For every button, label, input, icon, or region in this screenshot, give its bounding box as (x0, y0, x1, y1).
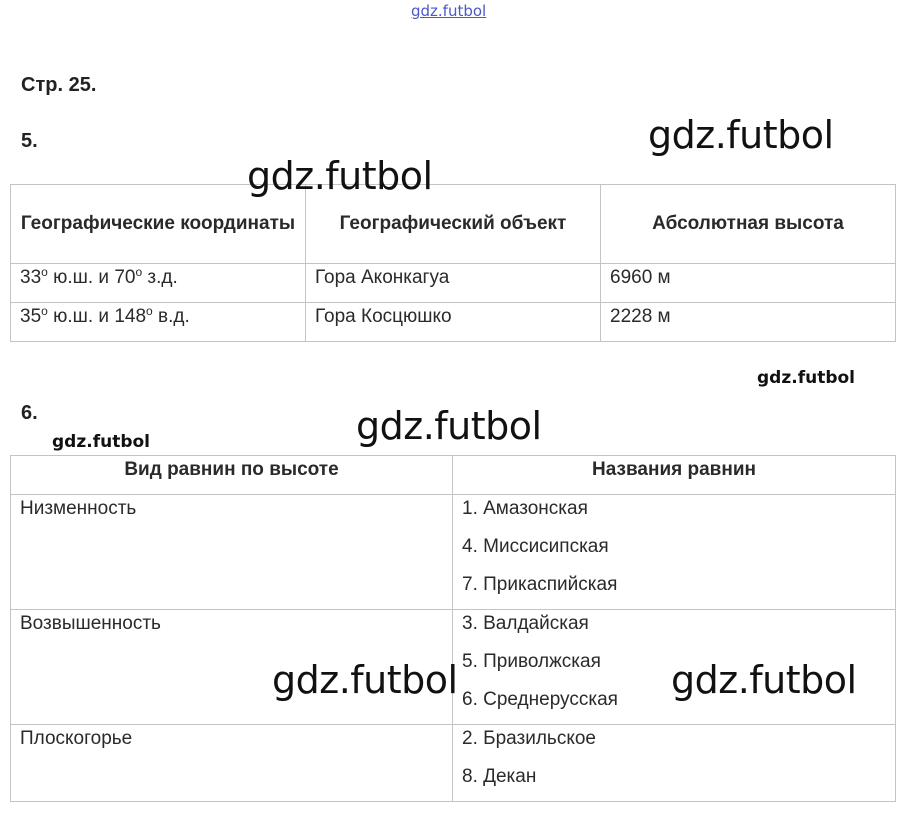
header-plain-names: Названия равнин (453, 456, 896, 495)
list-item: 7. Прикаспийская (462, 574, 618, 595)
watermark: gdz.futbol (247, 154, 433, 198)
watermark: gdz.futbol (648, 113, 834, 157)
cell-plain-type: Плоскогорье (11, 725, 453, 802)
table-row (11, 725, 896, 802)
header-plain-type: Вид равнин по высоте (11, 456, 453, 495)
watermark: gdz.futbol (671, 658, 857, 702)
cell-plain-type: Возвышенность (11, 610, 453, 725)
top-watermark-link[interactable]: gdz.futbol (411, 2, 487, 20)
list-item: 5. Приволжская (462, 651, 601, 672)
list-item: 1. Амазонская (462, 498, 588, 519)
cell-height: 6960 м (601, 264, 896, 303)
cell-coordinates: 33$^o$ ю.ш. и 70$^o$ з.д. (11, 264, 306, 303)
header-height: Абсолютная высота (601, 185, 896, 264)
task-6-number: 6. (21, 402, 38, 424)
table-row (11, 495, 896, 610)
list-item: 2. Бразильское (462, 728, 596, 749)
list-item: 4. Миссисипская (462, 536, 609, 557)
cell-object: Гора Аконкагуа (306, 264, 601, 303)
header-object: Географический объект (306, 185, 601, 264)
plains-table (10, 455, 896, 802)
coordinates-table (10, 184, 896, 342)
table-header-row (11, 456, 896, 495)
header-coordinates: Географические координаты (11, 185, 306, 264)
table-row (11, 303, 896, 342)
cell-plain-type: Низменность (11, 495, 453, 610)
list-item: 6. Среднерусская (462, 689, 618, 710)
page-label: Стр. 25. (21, 74, 97, 96)
watermark: gdz.futbol (52, 432, 150, 452)
cell-height: 2228 м (601, 303, 896, 342)
watermark: gdz.futbol (356, 404, 542, 448)
table-header-row (11, 185, 896, 264)
table-row (11, 264, 896, 303)
cell-object: Гора Косцюшко (306, 303, 601, 342)
list-item: 3. Валдайская (462, 613, 589, 634)
cell-coordinates: 35$^o$ ю.ш. и 148$^o$ в.д. (11, 303, 306, 342)
task-5-number: 5. (21, 130, 38, 152)
list-item: 8. Декан (462, 766, 537, 787)
watermark: gdz.futbol (272, 658, 458, 702)
cell-plain-names (453, 495, 896, 610)
watermark: gdz.futbol (757, 368, 855, 388)
cell-plain-names (453, 725, 896, 802)
